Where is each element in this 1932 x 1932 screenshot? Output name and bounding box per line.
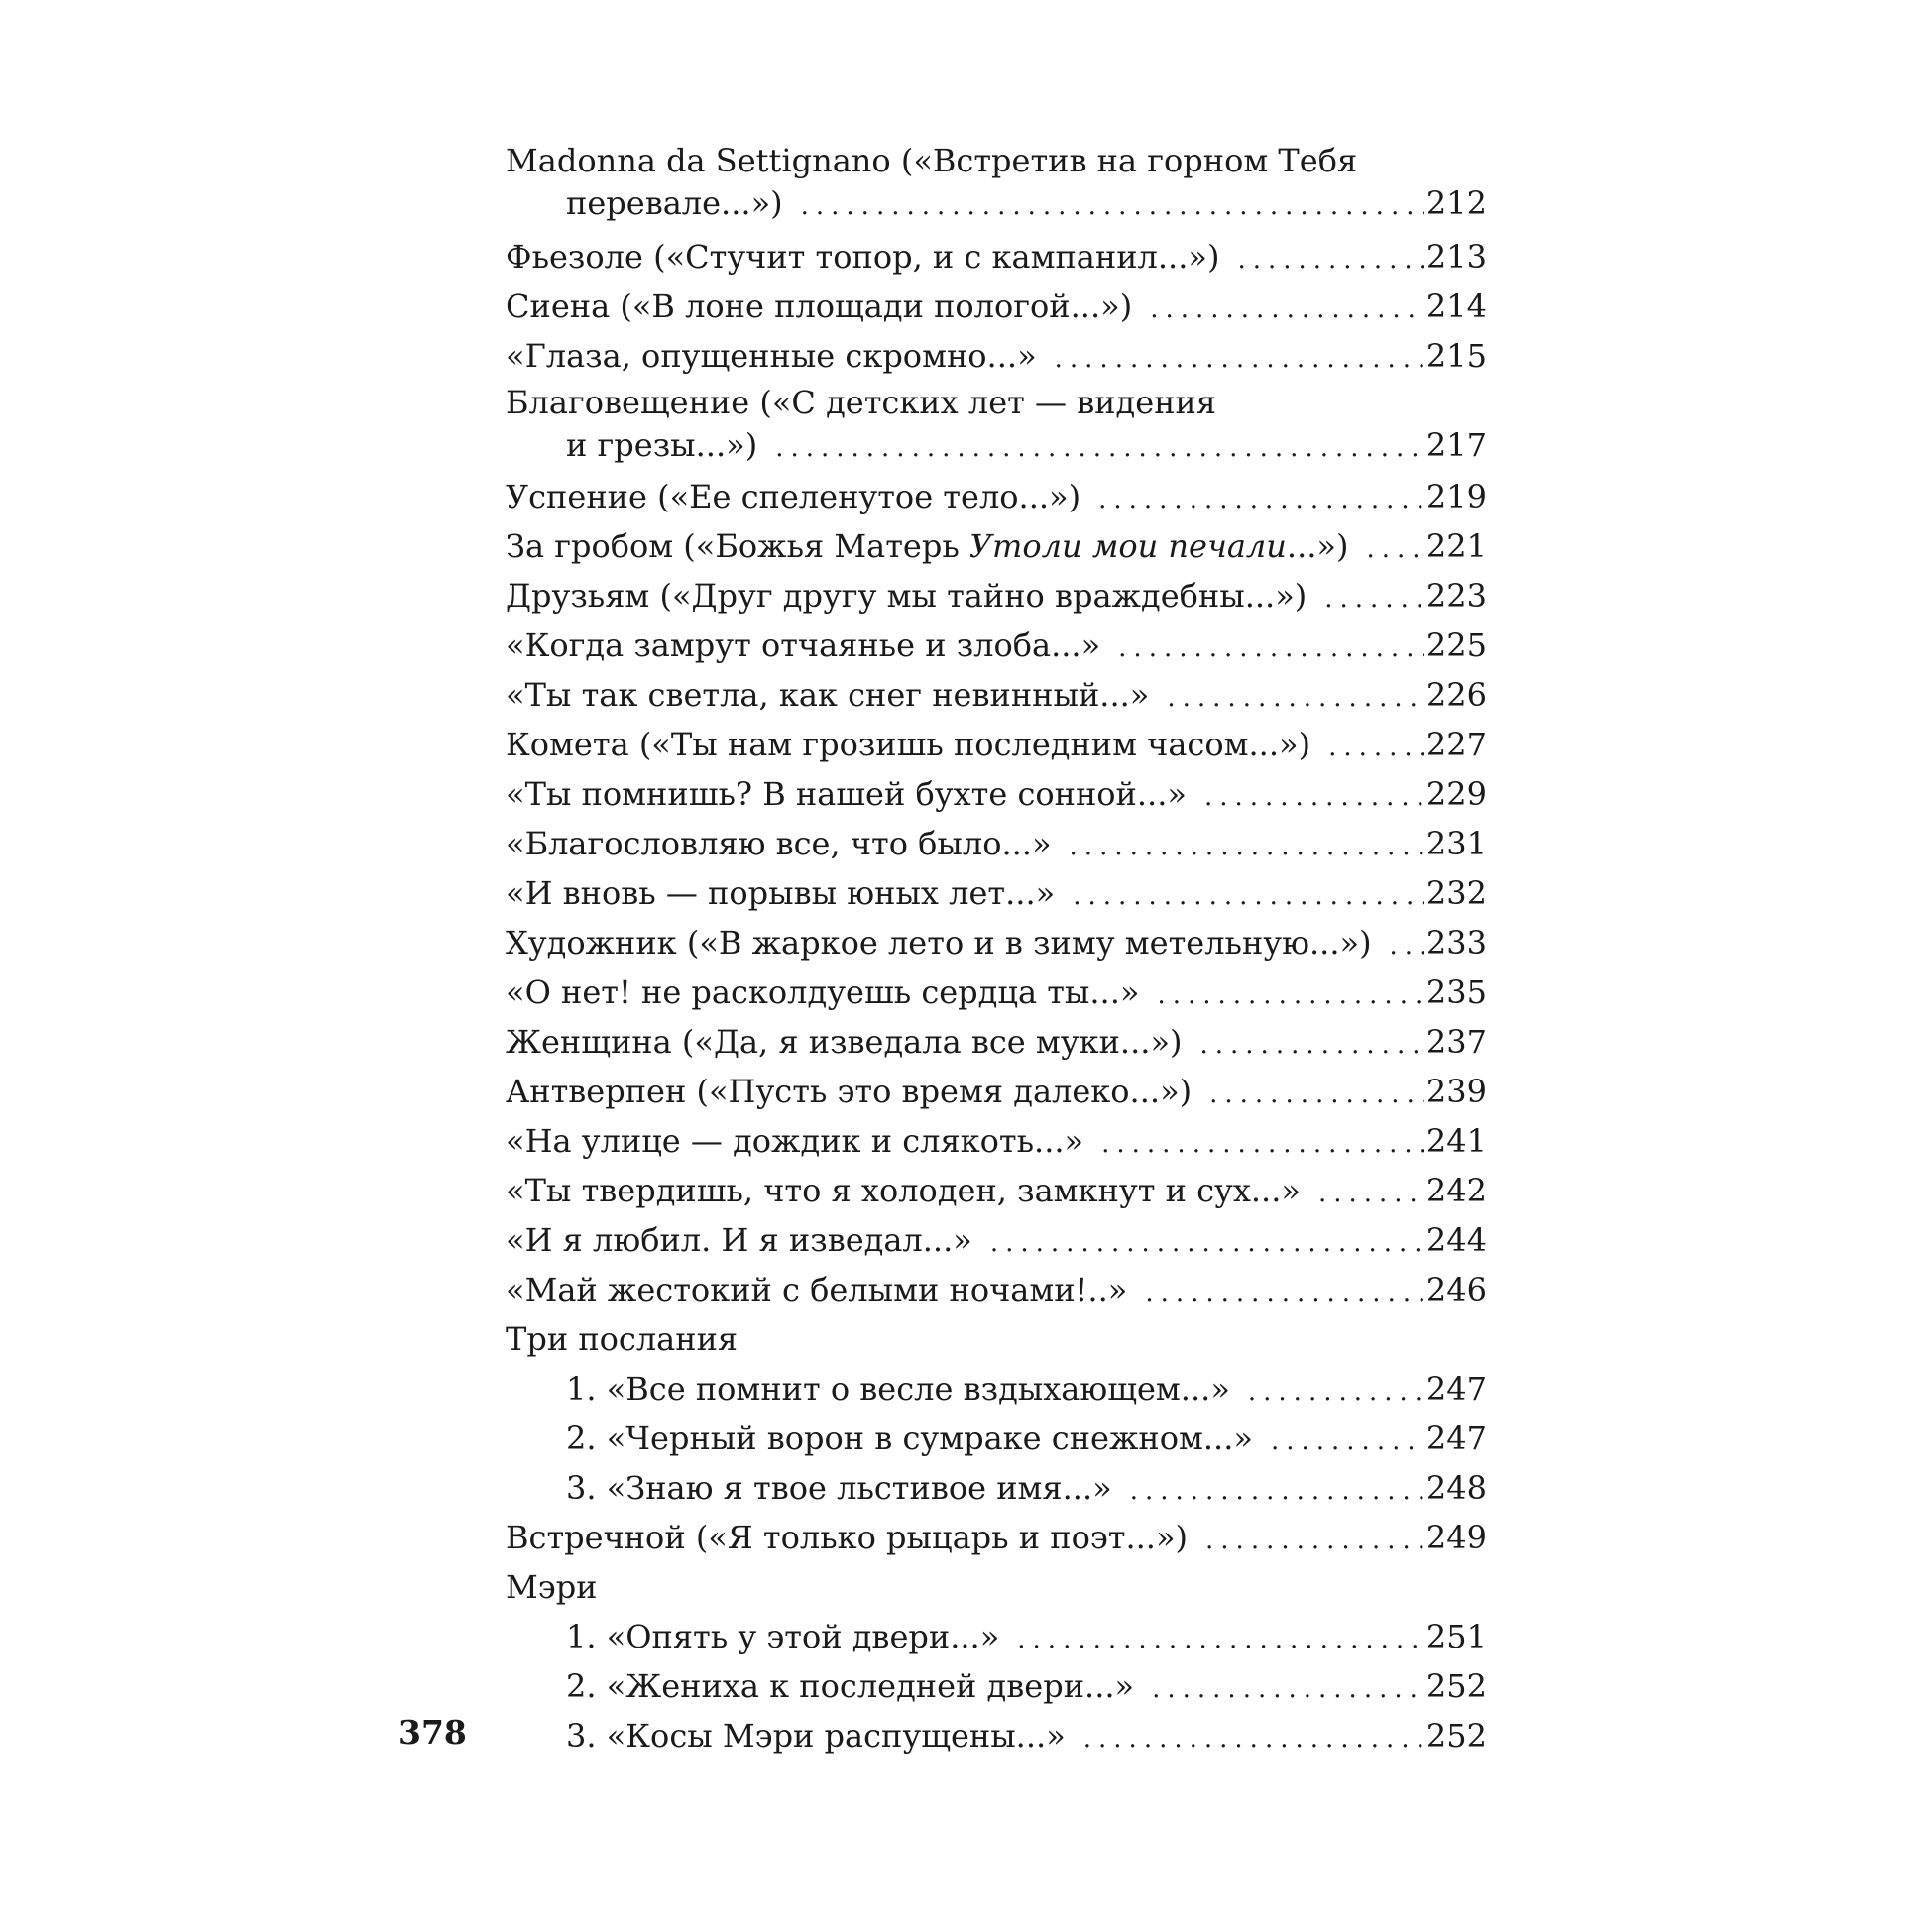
toc-entry [506, 1612, 1487, 1661]
dot-leader [1073, 871, 1424, 921]
toc-entry-title: Женщина («Да, я изведала все муки...») [506, 1023, 1183, 1061]
toc-entry-title-italic: Утоли мои печали [968, 527, 1287, 565]
toc-entry-page: 241 [1425, 1122, 1487, 1160]
toc-group-heading: Мэри [506, 1568, 598, 1606]
toc-entry-title: «Май жестокий с белыми ночами!..» [506, 1271, 1128, 1308]
toc-entry-page: 215 [1425, 337, 1487, 375]
toc-entry-title: Встречной («Я только рыцарь и поэт...») [506, 1519, 1189, 1556]
toc-entry-title: «И вновь — порывы юных лет...» [506, 874, 1056, 912]
toc-entry-page: 252 [1425, 1717, 1487, 1755]
toc-entry [506, 232, 1487, 282]
toc-entry [506, 1265, 1487, 1314]
dot-leader [990, 1218, 1424, 1268]
toc-entry-title: «Когда замрут отчаянье и злоба...» [506, 626, 1101, 664]
toc-entry-title: Сиена («В лоне площади пологой...») [506, 287, 1133, 325]
dot-leader [1271, 1417, 1424, 1466]
toc-entry-page: 233 [1425, 924, 1487, 962]
toc-entry-title: Успение («Ее спеленутое тело...») [506, 478, 1081, 515]
toc-entry [506, 967, 1487, 1017]
toc-entry [506, 918, 1487, 967]
toc-entry [506, 1414, 1487, 1463]
toc-entry [506, 1166, 1487, 1215]
dot-leader [1209, 1070, 1424, 1119]
dot-leader [1098, 475, 1424, 524]
toc-entry [506, 621, 1487, 670]
dot-leader [1055, 334, 1424, 384]
toc-entry-page: 242 [1425, 1172, 1487, 1209]
toc-entry-title: «О нет! не расколдуешь сердца ты...» [506, 973, 1140, 1011]
toc-entry [506, 720, 1487, 769]
toc-entry-title: Друзьям («Друг другу мы тайно враждебны...») [506, 577, 1307, 615]
toc-entry [506, 670, 1487, 720]
page-number: 378 [398, 1713, 467, 1752]
toc-entry [506, 381, 1487, 466]
dot-leader [1150, 284, 1424, 334]
toc-entry-title: «Благословляю все, что было...» [506, 825, 1052, 862]
toc-entry-page: 247 [1425, 1420, 1487, 1457]
toc-entry-page: 244 [1425, 1221, 1487, 1259]
dot-leader [1017, 1615, 1424, 1664]
dot-leader [1083, 1714, 1424, 1763]
dot-leader [1200, 1020, 1424, 1070]
toc-entry-title: 2. «Жениха к последней двери...» [566, 1667, 1135, 1705]
toc-entry [506, 1364, 1487, 1414]
toc-entry-title: Художник («В жаркое лето и в зиму метельную...») [506, 924, 1372, 962]
toc-entry-page: 246 [1425, 1271, 1487, 1308]
toc-entry [506, 472, 1487, 521]
toc-entry-page: 252 [1425, 1667, 1487, 1705]
dot-leader [1390, 921, 1424, 970]
toc-entry-page: 248 [1425, 1469, 1487, 1507]
toc-entry-page: 226 [1425, 676, 1487, 714]
dot-leader [1157, 970, 1423, 1020]
toc-entry-title-line1: Благовещение («С детских лет — видения [506, 384, 1217, 421]
toc-entry [506, 868, 1487, 918]
dot-leader [1205, 1516, 1424, 1565]
dot-leader [1167, 673, 1424, 723]
toc-entry-page: 249 [1425, 1519, 1487, 1556]
toc-entry-title: «Глаза, опущенные скромно...» [506, 337, 1037, 375]
toc-entry-title: «Ты помнишь? В нашей бухте сонной...» [506, 775, 1187, 813]
dot-leader [1324, 574, 1424, 624]
toc-entry-page: 231 [1425, 825, 1487, 862]
toc-entry-page: 223 [1425, 577, 1487, 615]
toc-entry-page: 235 [1425, 973, 1487, 1011]
toc-entry-page: 229 [1425, 775, 1487, 813]
toc-entry-page: 237 [1425, 1023, 1487, 1061]
toc-entry [506, 1017, 1487, 1067]
dot-leader [1130, 1466, 1424, 1516]
toc-entry-title: Фьезоле («Стучит топор, и с кампанил...») [506, 238, 1220, 276]
dot-leader [1328, 723, 1424, 772]
toc-entry [506, 571, 1487, 621]
dot-leader [1248, 1367, 1424, 1417]
dot-leader [1070, 822, 1424, 871]
toc-entry-page: 214 [1425, 287, 1487, 325]
toc-entry-page: 247 [1425, 1370, 1487, 1408]
toc-entry [506, 1513, 1487, 1562]
toc-entry-page: 225 [1425, 626, 1487, 664]
dot-leader [775, 427, 1424, 469]
toc-entry [506, 139, 1487, 224]
toc-entry-title: «И я любил. И я изведал...» [506, 1221, 972, 1259]
toc-entry-page: 232 [1425, 874, 1487, 912]
toc-entry [506, 1067, 1487, 1116]
toc-entry-title-line1: Madonna da Settignano («Встретив на горном Тебя [506, 142, 1358, 179]
toc-entry-title: Антверпен («Пусть это время далеко...») [506, 1073, 1193, 1110]
toc-entry-title: 3. «Косы Мэри распущены...» [566, 1717, 1066, 1755]
toc-entry [506, 1661, 1487, 1711]
toc-entry-page: 227 [1425, 726, 1487, 763]
dot-leader [1118, 624, 1424, 673]
dot-leader [801, 185, 1424, 227]
dot-leader [1145, 1268, 1424, 1317]
toc-entry-page: 251 [1425, 1618, 1487, 1655]
toc-entry [506, 769, 1487, 819]
toc-entry [506, 1215, 1487, 1265]
toc-entry-page: 213 [1425, 238, 1487, 276]
dot-leader [1318, 1169, 1424, 1218]
toc-entry-title: 3. «Знаю я твое льстивое имя...» [566, 1469, 1112, 1507]
table-of-contents [506, 139, 1487, 1761]
toc-entry-page: 217 [1425, 426, 1487, 464]
toc-entry-page: 212 [1425, 184, 1487, 222]
toc-entry-title: Комета («Ты нам грозишь последним часом...») [506, 726, 1311, 763]
toc-entry [506, 282, 1487, 331]
toc-entry [506, 331, 1487, 381]
dot-leader [1152, 1664, 1424, 1714]
toc-entry-page: 221 [1425, 527, 1487, 565]
dot-leader [1101, 1119, 1424, 1169]
toc-entry [506, 1463, 1487, 1513]
toc-entry-title-line2: перевале...») [566, 184, 783, 222]
dot-leader [1204, 772, 1424, 822]
toc-entry-title: 1. «Все помнит о весле вздыхающем...» [566, 1370, 1230, 1408]
dot-leader [1237, 235, 1423, 284]
toc-entry-title: 2. «Черный ворон в сумраке снежном...» [566, 1420, 1253, 1457]
toc-entry-title: За гробом («Божья Матерь Утоли мои печали...») [506, 527, 1349, 565]
toc-entry [506, 1711, 1487, 1761]
toc-entry [506, 521, 1487, 571]
toc-entry-title: «Ты так светла, как снег невинный...» [506, 676, 1150, 714]
toc-entry-title-line2: и грезы...») [566, 426, 758, 464]
toc-entry-page: 239 [1425, 1073, 1487, 1110]
toc-entry-title: «Ты твердишь, что я холоден, замкнут и сух...» [506, 1172, 1301, 1209]
toc-entry-title: 1. «Опять у этой двери...» [566, 1618, 1000, 1655]
toc-group-heading: Три послания [506, 1320, 739, 1358]
toc-entry-page: 219 [1425, 478, 1487, 515]
toc-entry-title: «На улице — дождик и слякоть...» [506, 1122, 1084, 1160]
toc-entry [506, 819, 1487, 868]
toc-entry [506, 1116, 1487, 1166]
dot-leader [1366, 524, 1423, 574]
